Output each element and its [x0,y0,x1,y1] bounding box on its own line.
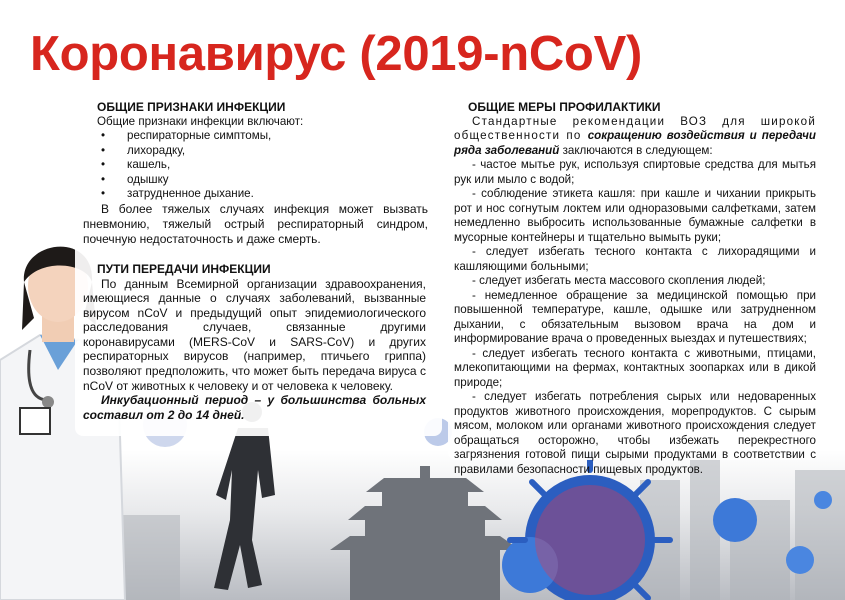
signs-list-item: • кашель, [97,158,428,173]
signs-list [97,129,428,202]
prevention-intro-emphasis: сокращению воздействия и передачи ряда заболеваний [454,129,816,157]
prevention-item: - частое мытье рук, используя спиртовые средства для мытья рук или мыло с водой; [454,158,816,186]
prevention-item: - немедленное обращение за медицинской помощью при повышенной температуре, кашле, одышке или затрудненном дыхании, с обязательным вызовом врача на дом и информирование врача о проведенных выездах и путешествиях; [454,288,816,345]
temple-illustration [330,466,520,600]
signs-list-item: • одышку [97,173,428,188]
page-title: Коронавирус (2019-nCoV) [30,27,642,81]
incubation-text: Инкубационный период – у большинства больных составил от 2 до 14 дней. [83,393,426,422]
signs-section [83,100,428,247]
prevention-section [454,100,816,477]
signs-list-item: • лихорадку, [97,144,428,159]
prevention-item: - следует избегать потребления сырых или недоваренных продуктов животного происхождения, морепродуктов. С сырым мясом, молоком или органами животного происхождения следует обращаться осторожно, чтобы избежать перекрестного загрязнения готовой пищи сырыми продуктами в соответствии с правилами безопасности пищевых продуктов. [454,390,816,476]
prevention-heading: ОБЩИЕ МЕРЫ ПРОФИЛАКТИКИ [468,100,661,114]
prevention-item: - следует избегать тесного контакта с лихорадящими и кашляющими больными; [454,245,816,273]
transmission-section [83,262,426,422]
transmission-body: По данным Всемирной организации здравоохранения, имеющиеся данные о случаях заболеваний, вызванные вирусом nCoV и предыдущий опыт эпидемиологического расследования случаев, связанные другими коронавирусами (MERS-CoV и SARS-CoV) и других респираторных вирусов (например, птичьего гриппа) позволяют предположить, что может быть передача вируса с nCoV от животных к человеку и от человека к человеку. [83,276,426,393]
signs-list-item: • респираторные симптомы, [97,129,428,144]
prevention-intro-part2: заключаются в следующем: [559,143,713,157]
signs-severe-text: В более тяжелых случаях инфекция может вызвать пневмонию, тяжелый острый респираторный синдром, почечную недостаточность и даже смерть. [83,201,428,246]
prevention-item: - соблюдение этикета кашля: при кашле и чихании прикрыть рот и нос согнутым локтем или одноразовыми салфетками, затем немедленно выбросить использованные бумажные салфетки в мусорные контейнеры и тщательно вымыть руки; [454,187,816,244]
signs-list-item: • затрудненное дыхание. [97,187,428,202]
prevention-item: - следует избегать места массового скопления людей; [472,274,766,287]
transmission-heading: ПУТИ ПЕРЕДАЧИ ИНФЕКЦИИ [97,262,271,276]
signs-intro: Общие признаки инфекции включают: [97,114,304,128]
prevention-intro [454,115,816,159]
prevention-item: - следует избегать тесного контакта с животными, птицами, млекопитающими на фермах, контактных зоопарках или в дикой природе; [454,346,816,389]
prevention-intro-part1: Стандартные рекомендации ВОЗ для широкой общественности по [454,114,816,142]
signs-heading: ОБЩИЕ ПРИЗНАКИ ИНФЕКЦИИ [97,100,286,114]
